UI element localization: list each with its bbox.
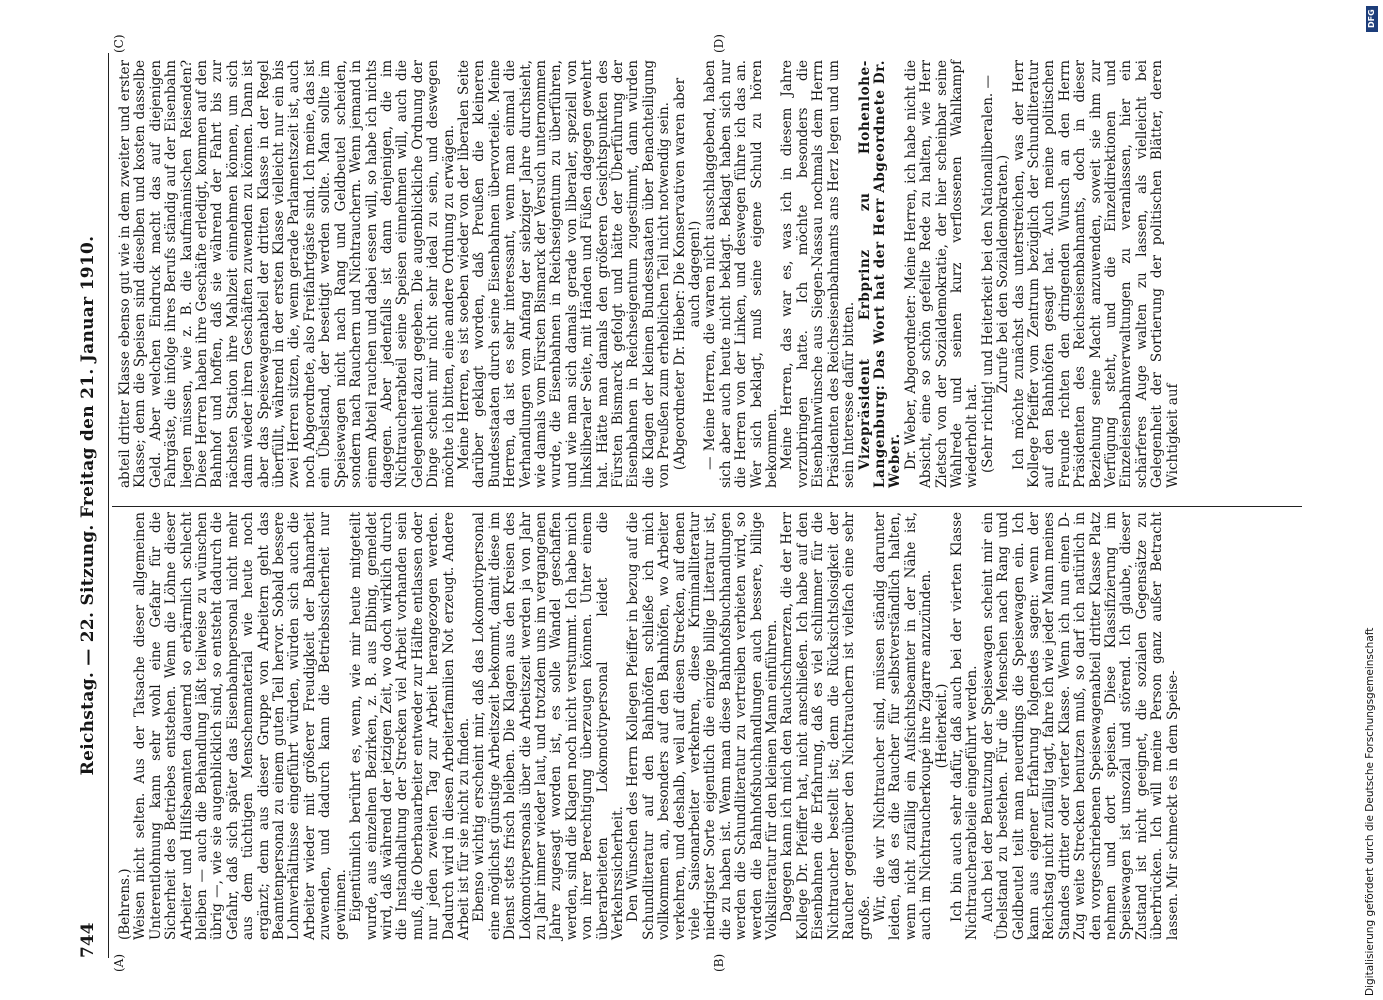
paragraph: Auch bei der Benutzung der Speisewagen scheint mir ein Übelstand zu bestehen. Für die Menschen nach Rang und Geldbeutel teilt man neuerdings die Speisewagen ein. Ich kann aus eigener Erfahrung folgendes sagen: wenn der Reichstag nicht zufällig tagt, fahre ich wie jeder Mann meines Standes dritter oder vierter Klasse. Wenn ich nun einen D-Zug weite Strecken benutzen muß, so darf ich natürlich in den vorgeschriebenen Speisewagenabteil dritter Klasse Platz nehmen und dort speisen. Diese Klassifizierung im Speisewagen ist unsozial und störend. Ich glaube, dieser Zustand ist nicht geeignet, die sozialen Gegensätze zu überbrücken. Ich will meine Person ganz außer Betracht lassen. Mir schmeckt es in dem Speise- [979,512,1181,940]
rotated-page-content [72,34,1307,972]
paragraph: Meine Herren, das war es, was ich in diesem Jahre vorzubringen hatte. Ich möchte besonders die Eisenbahnwünsche aus Siegen-Nassau nochmals dem Herrn Präsidenten des Reichseisenbahnamts ans Herz legen und um sein Interesse dafür bitten. [779,60,858,488]
paragraph: Wir, die wir Nichtraucher sind, müssen ständig darunter leiden, daß es die Raucher für selbstverständlich halten, wenn nicht zufällig ein Aufsichtsbeamter in der Nähe ist, auch im Nichtraucherkoupé ihre Zigarre anzuzünden. [871,512,935,940]
marker-a: (A) [112,953,126,972]
column-divider [112,506,1302,507]
marker-d: (D) [712,34,726,53]
paragraph: Weisen nicht selten. Aus der Tatsache dieser allgemeinen Unterentlohnung kann sehr wohl eine Gefahr für die Sicherheit des Betriebes entstehen. Wenn die Löhne dieser Arbeiter und Hilfsbeamten dauernd so erbärmlich schlecht bleiben — auch die Behandlung läßt teilweise zu wünschen übrig —, wie sie augenblicklich sind, so entsteht dadurch die Gefahr, daß sich später das Eisenbahnpersonal nicht mehr aus dem tüchtigen Menschenmaterial wie heute noch ergänzt; denn aus dieser Gruppe von Arbeitern geht das Beamtenpersonal zu einem guten Teil hervor. Sobald bessere Lohnverhältnisse eingeführt würden, würden sich auch die Arbeiter wieder mit größerer Freudigkeit der Bahnarbeit zuwenden, und dadurch kann die Betriebssicherheit nur gewinnen. [132,512,349,940]
paragraph: Ebenso wichtig erscheint mir, daß das Lokomotivpersonal eine möglichst günstige Arbeitszeit bekommt, damit diese im Dienst stets frisch bleiben. Die Klagen aus den Kreisen des Lokomotivpersonals über die Arbeitszeit werden ja von Jahr zu Jahr immer wieder laut, und trotzdem uns im vergangenen Jahre zugesagt worden ist, es solle Wandel geschaffen werden, sind die Klagen noch nicht verstummt. Ich habe mich von ihrer Berechtigung überzeugen können. Unter einem überarbeiteten Lokomotivpersonal leidet die Verkehrssicherheit. [471,512,626,940]
paragraph: Dagegen kann ich mich den Rauchschmerzen, die der Herr Kollege Dr. Pfeiffer hat, nicht anschließen. Ich habe auf den Eisenbahnen die Erfahrung, daß es viel schlimmer für die Nichtraucher bestellt ist; denn die Rücksichtslosigkeit der Raucher gegenüber den Nichtrauchern ist vielfach eine sehr große. [779,512,873,940]
marker-b: (B) [712,953,726,972]
page-header [72,53,112,958]
interjection: (Heiterkeit.) [933,683,950,769]
paragraph: — Meine Herren, die waren nicht ausschlaggebend, haben sich aber auch heute nicht beklagt. Beklagt haben sich nur die Herren von der Linken, und deswegen führe ich das an. Wer sich beklagt, muß seine eigene Schuld zu hören bekommen. [702,60,781,488]
dfg-logo-icon: DFG [1366,6,1378,32]
marker-c: (C) [112,34,126,53]
paragraph: abteil dritter Klasse ebenso gut wie in dem zweiter und erster Klasse; denn die Speisen sind dieselben und kosten dasselbe Geld. Aber welchen Eindruck macht das auf diejenigen Fahrgäste, die infolge ihres Berufs ständig auf der Eisenbahn liegen müssen, wie z. B. die kaufmännischen Reisenden? Diese Herren haben ihre Geschäfte erledigt, kommen auf den Bahnhof und hoffen, daß sie während der Fahrt bis zur nächsten Station ihre Mahlzeit einnehmen können, um sich dann wieder ihren Geschäften zuwenden zu können. Dann ist aber das Speisewagenabteil der dritten Klasse in der Regel überfüllt, während in der ersten Klasse vielleicht nur ein bis zwei Herren sitzen, die, wenn gerade Parlamentszeit ist, auch noch Abgeordnete, also Freifahrtgäste sind. Ich meine, das ist ein Übelstand, der beseitigt werden sollte. Man sollte im Speisewagen nicht nach Rang und Geldbeutel scheiden, sondern nach Rauchern und Nichtrauchern. Wenn jemand in einem Abteil rauchen und dabei essen will, so habe ich nichts dagegen. Aber jedenfalls ist dann denjenigen, die im Nichtraucherabteil seine Speisen einnehmen will, auch die Gelegenheit dazu gegeben. Die augenblickliche Ordnung der Dinge scheint mir nicht sehr ideal zu sein, und deswegen möchte ich bitten, eine andere Ordnung zu erwägen. [117,60,457,488]
interjection: (Sehr richtig! und Heiterkeit bei den Nationalliberalen. — Zurufe bei den Sozialdemokraten.) [979,74,1012,474]
president-line: Vizepräsident Erbprinz zu Hohenlohe-Langenburg: Das Wort hat der Herr Abgeordnete Dr. Weber. [856,60,904,488]
funding-credit-text: Digitalisierung gefördert durch die Deutsche Forschungsgemeinschaft [1364,627,1376,996]
paragraph: Den Wünschen des Herrn Kollegen Pfeiffer in bezug auf die Schundliteratur auf den Bahnhöfen schließe ich mich vollkommen an, besonders auf den Bahnhöfen, wo Arbeiter verkehren, und deshalb, weil auf diesen Strecken, auf denen viele Saisonarbeiter verkehren, diese Kriminalliteratur niedrigster Sorte eigentlich die einzige billige Literatur ist, die zu haben ist. Wenn man diese Bahnhofsbuchhandlungen werden die Schundliteratur zu vertreiben verbieten wird, so werden die Bahnhofsbuchhandlungen auch bessere, billige Volksliteratur für den kleinen Mann einführen. [625,512,781,940]
interjection: (Abgeordneter Dr. Hieber: Die Konservativen waren aber auch dagegen!) [671,77,704,471]
running-head: Reichstag. — 22. Sitzung. Freitag den 21. Januar 1910. [78,235,98,776]
paragraph: Eigentümlich berührt es, wenn, wie mir heute mitgeteilt wurde, aus einzelnen Bezirken, z. B. aus Elbing, gemeldet wird, daß während der jetzigen Zeit, wo doch wirklich durch die Instandhaltung der Strecken viel Arbeit vorhanden sein muß, die Oberbauarbeiter entweder zur Hälfte entlassen oder nur jeden zweiten Tag zur Arbeit herangezogen werden. Dadurch wird in diesen Arbeiterfamilien Not erzeugt. Andere Arbeit ist für sie nicht zu finden. [348,512,472,940]
funding-credit [1362,6,1378,996]
right-column [118,60,1181,488]
page-number: 744 [78,922,98,958]
paragraph: Ich möchte zunächst das unterstreichen, was der Herr Kollege Pfeiffer vom Zentrum bezüglich der Schundliteratur auf den Bahnhöfen gesagt hat. Auch meine politischen Freunde richten den dringenden Wunsch an den Herrn Präsidenten des Reichseisenbahnamts, doch in dieser Beziehung seine Macht anzuwenden, soweit sie ihm zur Verfügung steht, und die Einzeldirektionen und Einzeleisenbahnverwaltungen zu veranlassen, hier ein schärferes Auge walten zu lassen, als vielleicht bei Gelegenheit der Sortierung der politischen Blätter, deren Wichtigkeit auf [1010,60,1181,488]
paragraph: Ich bin auch sehr dafür, daß auch bei der vierten Klasse Nichtraucherabteile eingeführt werden. [948,512,981,940]
speaker-intro: Dr. Weber, Abgeordneter: Meine Herren, ich habe nicht die Absicht, eine so schön gefeilte Rede zu halten, wie Herr Zietsch von der Sozialdemokratie, der hier scheinbar seine Wahlrede und seinen kurz verflossenen Wahlkampf wiederholt hat. [902,60,981,488]
paragraph: Meine Herren, es ist soeben wieder von der liberalen Seite darüber geklagt worden, daß Preußen die kleineren Bundesstaaten durch seine Eisenbahnen übervorteile. Meine Herren, da ist es sehr interessant, wenn man einmal die Verhandlungen vom Anfang der siebziger Jahre durchsieht, wie damals vom Fürsten Bismarck der Versuch unternommen wurde, die Eisenbahnen in Reichseigentum zu überführen, und wie man sich damals gerade von liberaler, speziell von linksliberaler Seite, mit Händen und Füßen dagegen gewehrt hat. Hätte man damals den größeren Gesichtspunkten des Fürsten Bismarck gefolgt und hätte der Überführung der Eisenbahnen in Reichseigentum zugestimmt, dann würden die Klagen der kleinen Bundesstaaten über Benachteiligung von Preußen zum erheblichen Teil nicht notwendig sein. [455,60,673,488]
speaker-tag: (Behrens.) [117,868,133,940]
left-column [118,512,1181,940]
header-rule [108,53,109,958]
